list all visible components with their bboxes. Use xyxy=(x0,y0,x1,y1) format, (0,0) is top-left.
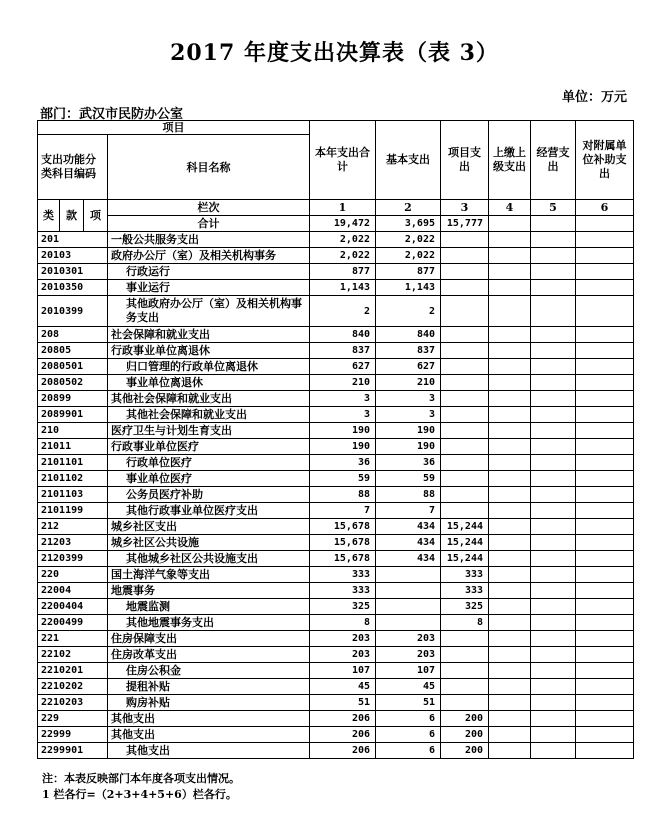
row-c2: 45 xyxy=(376,679,441,695)
row-c2: 203 xyxy=(376,631,441,647)
col-num-1: 1 xyxy=(310,200,376,216)
row-code: 221 xyxy=(38,631,108,647)
row-c2: 434 xyxy=(376,519,441,535)
row-c3 xyxy=(441,423,489,439)
table-row xyxy=(38,296,634,327)
row-c3: 200 xyxy=(441,743,489,759)
row-c1: 2 xyxy=(310,296,376,327)
table-row xyxy=(38,743,634,759)
row-name: 提租补贴 xyxy=(108,679,310,695)
header-kuan: 款 xyxy=(60,200,84,232)
row-code: 2010399 xyxy=(38,296,108,327)
table-row xyxy=(38,663,634,679)
row-name: 住房改革支出 xyxy=(108,647,310,663)
row-code: 2010350 xyxy=(38,280,108,296)
row-c3: 325 xyxy=(441,599,489,615)
table-row xyxy=(38,519,634,535)
row-name: 行政运行 xyxy=(108,264,310,280)
table-row xyxy=(38,599,634,615)
row-c1: 837 xyxy=(310,343,376,359)
row-c1: 333 xyxy=(310,567,376,583)
row-c3 xyxy=(441,391,489,407)
row-c2: 7 xyxy=(376,503,441,519)
row-code: 21011 xyxy=(38,439,108,455)
row-code: 2200499 xyxy=(38,615,108,631)
row-name: 社会保障和就业支出 xyxy=(108,327,310,343)
row-name: 地震监测 xyxy=(108,599,310,615)
row-c2: 107 xyxy=(376,663,441,679)
row-code: 20899 xyxy=(38,391,108,407)
row-code: 2210202 xyxy=(38,679,108,695)
table-row xyxy=(38,631,634,647)
row-c2: 627 xyxy=(376,359,441,375)
row-c3 xyxy=(441,327,489,343)
note-1: 注：本表反映部门本年度各项支出情况。 xyxy=(42,772,240,785)
page-title: 2017 年度支出决算表（表 3） xyxy=(170,40,499,66)
row-c3 xyxy=(441,407,489,423)
notes xyxy=(42,771,240,803)
col-num-5: 5 xyxy=(531,200,576,216)
table-row xyxy=(38,583,634,599)
department-label: 部门：武汉市民防办公室 xyxy=(40,107,184,122)
row-name: 其他行政事业单位医疗支出 xyxy=(108,503,310,519)
row-c2: 190 xyxy=(376,423,441,439)
row-c3 xyxy=(441,695,489,711)
row-name: 地震事务 xyxy=(108,583,310,599)
row-name: 国土海洋气象等支出 xyxy=(108,567,310,583)
row-name: 政府办公厅（室）及相关机构事务 xyxy=(108,248,310,264)
row-code: 229 xyxy=(38,711,108,727)
expenditure-table xyxy=(37,120,634,759)
row-code: 2210203 xyxy=(38,695,108,711)
row-c2: 3 xyxy=(376,391,441,407)
table-row xyxy=(38,423,634,439)
row-c2: 434 xyxy=(376,551,441,567)
row-c1: 210 xyxy=(310,375,376,391)
row-c1: 45 xyxy=(310,679,376,695)
row-name: 行政事业单位医疗 xyxy=(108,439,310,455)
row-c1: 877 xyxy=(310,264,376,280)
row-name: 一般公共服务支出 xyxy=(108,232,310,248)
row-code: 2101103 xyxy=(38,487,108,503)
row-c3 xyxy=(441,631,489,647)
row-code: 201 xyxy=(38,232,108,248)
row-name: 购房补贴 xyxy=(108,695,310,711)
row-code: 20805 xyxy=(38,343,108,359)
row-code: 20103 xyxy=(38,248,108,264)
row-c1: 190 xyxy=(310,423,376,439)
row-c3 xyxy=(441,647,489,663)
row-name: 事业单位医疗 xyxy=(108,471,310,487)
row-c2: 1,143 xyxy=(376,280,441,296)
row-c3: 333 xyxy=(441,567,489,583)
row-code: 22999 xyxy=(38,727,108,743)
row-c1: 3 xyxy=(310,391,376,407)
row-name: 其他支出 xyxy=(108,711,310,727)
row-name: 行政事业单位离退休 xyxy=(108,343,310,359)
table-row xyxy=(38,327,634,343)
row-c3 xyxy=(441,264,489,280)
row-name: 行政单位医疗 xyxy=(108,455,310,471)
row-code: 2101199 xyxy=(38,503,108,519)
row-c3 xyxy=(441,663,489,679)
row-code: 2299901 xyxy=(38,743,108,759)
row-c1: 59 xyxy=(310,471,376,487)
row-code: 220 xyxy=(38,567,108,583)
table-row xyxy=(38,615,634,631)
row-name: 事业运行 xyxy=(108,280,310,296)
table-row xyxy=(38,551,634,567)
note-2: 1 栏各行=（2+3+4+5+6）栏各行。 xyxy=(42,788,237,801)
row-c2: 877 xyxy=(376,264,441,280)
total-label: 合计 xyxy=(108,216,310,232)
row-c1: 333 xyxy=(310,583,376,599)
table-row xyxy=(38,679,634,695)
row-name: 其他社会保障和就业支出 xyxy=(108,407,310,423)
row-name: 其他政府办公厅（室）及相关机构事务支出 xyxy=(108,296,310,327)
row-c1: 840 xyxy=(310,327,376,343)
row-name: 城乡社区公共设施 xyxy=(108,535,310,551)
row-c3: 200 xyxy=(441,727,489,743)
row-c3 xyxy=(441,487,489,503)
row-c2: 36 xyxy=(376,455,441,471)
row-c1: 107 xyxy=(310,663,376,679)
row-c1: 15,678 xyxy=(310,551,376,567)
row-c1: 627 xyxy=(310,359,376,375)
row-code: 21203 xyxy=(38,535,108,551)
row-c2: 2,022 xyxy=(376,232,441,248)
header-c2: 基本支出 xyxy=(376,121,441,200)
row-code: 22102 xyxy=(38,647,108,663)
row-c2: 434 xyxy=(376,535,441,551)
row-name: 住房公积金 xyxy=(108,663,310,679)
row-name: 其他支出 xyxy=(108,743,310,759)
row-c1: 15,678 xyxy=(310,535,376,551)
row-c3 xyxy=(441,455,489,471)
row-c2: 51 xyxy=(376,695,441,711)
unit-label: 单位：万元 xyxy=(561,90,627,105)
row-code: 2080501 xyxy=(38,359,108,375)
total-c2: 3,695 xyxy=(376,216,441,232)
row-name: 归口管理的行政单位离退休 xyxy=(108,359,310,375)
table-body xyxy=(38,232,634,759)
table-row xyxy=(38,232,634,248)
row-name: 其他城乡社区公共设施支出 xyxy=(108,551,310,567)
row-c3 xyxy=(441,375,489,391)
row-c3 xyxy=(441,248,489,264)
table-row xyxy=(38,455,634,471)
row-code: 22004 xyxy=(38,583,108,599)
header-c3: 项目支出 xyxy=(441,121,489,200)
header-c1: 本年支出合计 xyxy=(310,121,376,200)
row-c2: 837 xyxy=(376,343,441,359)
row-c3: 8 xyxy=(441,615,489,631)
row-name: 其他地震事务支出 xyxy=(108,615,310,631)
row-c1: 206 xyxy=(310,727,376,743)
row-code: 2010301 xyxy=(38,264,108,280)
row-c1: 190 xyxy=(310,439,376,455)
row-code: 2101101 xyxy=(38,455,108,471)
row-c1: 325 xyxy=(310,599,376,615)
table-row xyxy=(38,535,634,551)
row-c1: 2,022 xyxy=(310,248,376,264)
row-c2: 3 xyxy=(376,407,441,423)
row-c1: 3 xyxy=(310,407,376,423)
header-name-col: 科目名称 xyxy=(108,135,310,200)
row-c2: 59 xyxy=(376,471,441,487)
table-row xyxy=(38,647,634,663)
header-project: 项目 xyxy=(38,121,310,135)
table-row xyxy=(38,471,634,487)
table-row xyxy=(38,248,634,264)
table-row xyxy=(38,727,634,743)
row-c1: 88 xyxy=(310,487,376,503)
row-c3 xyxy=(441,503,489,519)
header-lei: 类 xyxy=(38,200,60,232)
table-row xyxy=(38,343,634,359)
row-c2 xyxy=(376,567,441,583)
row-code: 212 xyxy=(38,519,108,535)
row-c3 xyxy=(441,679,489,695)
row-c2 xyxy=(376,599,441,615)
table-row xyxy=(38,280,634,296)
row-code: 2101102 xyxy=(38,471,108,487)
row-code: 210 xyxy=(38,423,108,439)
row-c1: 51 xyxy=(310,695,376,711)
table-row xyxy=(38,391,634,407)
row-code: 2210201 xyxy=(38,663,108,679)
row-c3 xyxy=(441,359,489,375)
row-c3: 333 xyxy=(441,583,489,599)
row-c1: 7 xyxy=(310,503,376,519)
row-name: 公务员医疗补助 xyxy=(108,487,310,503)
table-row xyxy=(38,487,634,503)
header-c6: 对附属单位补助支出 xyxy=(576,121,634,200)
row-c2: 6 xyxy=(376,727,441,743)
table-row xyxy=(38,375,634,391)
header-lanci: 栏次 xyxy=(108,200,310,216)
row-c3 xyxy=(441,343,489,359)
header-c4: 上缴上级支出 xyxy=(489,121,531,200)
row-code: 208 xyxy=(38,327,108,343)
row-c2: 6 xyxy=(376,711,441,727)
total-c1: 19,472 xyxy=(310,216,376,232)
row-c3: 15,244 xyxy=(441,551,489,567)
row-c2 xyxy=(376,615,441,631)
row-c2: 6 xyxy=(376,743,441,759)
row-c3 xyxy=(441,296,489,327)
row-code: 2200404 xyxy=(38,599,108,615)
row-c2: 190 xyxy=(376,439,441,455)
row-c1: 8 xyxy=(310,615,376,631)
row-c1: 206 xyxy=(310,743,376,759)
table-row xyxy=(38,567,634,583)
row-name: 城乡社区支出 xyxy=(108,519,310,535)
row-c2 xyxy=(376,583,441,599)
row-c2: 88 xyxy=(376,487,441,503)
total-c3: 15,777 xyxy=(441,216,489,232)
row-code: 2120399 xyxy=(38,551,108,567)
row-name: 住房保障支出 xyxy=(108,631,310,647)
row-c3: 15,244 xyxy=(441,535,489,551)
row-code: 2080502 xyxy=(38,375,108,391)
row-c2: 2,022 xyxy=(376,248,441,264)
table-row xyxy=(38,503,634,519)
row-c1: 2,022 xyxy=(310,232,376,248)
table-row xyxy=(38,439,634,455)
row-c1: 1,143 xyxy=(310,280,376,296)
row-c3: 200 xyxy=(441,711,489,727)
col-num-6: 6 xyxy=(576,200,634,216)
col-num-2: 2 xyxy=(376,200,441,216)
header-c5: 经营支出 xyxy=(531,121,576,200)
row-c3 xyxy=(441,232,489,248)
row-code: 2089901 xyxy=(38,407,108,423)
table-row xyxy=(38,359,634,375)
row-c1: 203 xyxy=(310,631,376,647)
header-xiang: 项 xyxy=(84,200,108,232)
table-row xyxy=(38,711,634,727)
header-code-col: 支出功能分类科目编码 xyxy=(38,135,108,200)
row-c3 xyxy=(441,439,489,455)
row-c1: 15,678 xyxy=(310,519,376,535)
row-c2: 2 xyxy=(376,296,441,327)
col-num-4: 4 xyxy=(489,200,531,216)
row-c3 xyxy=(441,471,489,487)
table-row xyxy=(38,695,634,711)
row-c3: 15,244 xyxy=(441,519,489,535)
row-c3 xyxy=(441,280,489,296)
row-name: 其他社会保障和就业支出 xyxy=(108,391,310,407)
row-c2: 840 xyxy=(376,327,441,343)
row-name: 医疗卫生与计划生育支出 xyxy=(108,423,310,439)
table-row xyxy=(38,407,634,423)
row-c2: 210 xyxy=(376,375,441,391)
table-row xyxy=(38,264,634,280)
row-c2: 203 xyxy=(376,647,441,663)
row-c1: 206 xyxy=(310,711,376,727)
row-name: 事业单位离退休 xyxy=(108,375,310,391)
row-name: 其他支出 xyxy=(108,727,310,743)
row-c1: 203 xyxy=(310,647,376,663)
col-num-3: 3 xyxy=(441,200,489,216)
row-c1: 36 xyxy=(310,455,376,471)
